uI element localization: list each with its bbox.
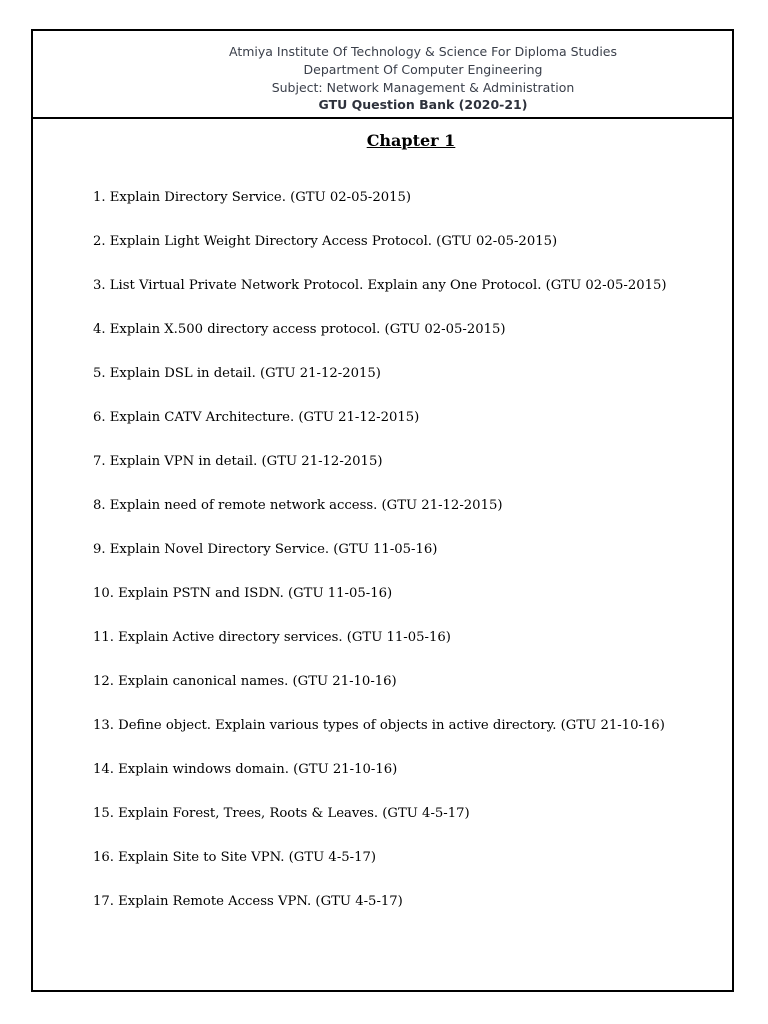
subject-name: Subject: Network Management & Administration bbox=[271, 80, 575, 95]
question-item: 6. Explain CATV Architecture. (GTU 21-12-2015) bbox=[93, 410, 420, 425]
question-item: 4. Explain X.500 directory access protocol. (GTU 02-05-2015) bbox=[93, 322, 506, 337]
question-item: 12. Explain canonical names. (GTU 21-10-16) bbox=[93, 674, 397, 689]
question-item: 1. Explain Directory Service. (GTU 02-05-2015) bbox=[93, 190, 412, 205]
question-list bbox=[93, 187, 723, 935]
chapter-title: Chapter 1 bbox=[366, 131, 456, 150]
question-item: 17. Explain Remote Access VPN. (GTU 4-5-17) bbox=[93, 894, 403, 909]
question-item: 16. Explain Site to Site VPN. (GTU 4-5-17) bbox=[93, 850, 377, 865]
question-item: 3. List Virtual Private Network Protocol. Explain any One Protocol. (GTU 02-05-2015) bbox=[93, 278, 667, 293]
department-name: Department Of Computer Engineering bbox=[303, 62, 543, 77]
institute-name: Atmiya Institute Of Technology & Science For Diploma Studies bbox=[229, 44, 617, 59]
document-header bbox=[33, 31, 732, 119]
question-item: 5. Explain DSL in detail. (GTU 21-12-2015) bbox=[93, 366, 381, 381]
question-item: 7. Explain VPN in detail. (GTU 21-12-2015) bbox=[93, 454, 383, 469]
question-item: 11. Explain Active directory services. (GTU 11-05-16) bbox=[93, 630, 451, 645]
question-item: 9. Explain Novel Directory Service. (GTU 11-05-16) bbox=[93, 542, 438, 557]
question-item: 2. Explain Light Weight Directory Access Protocol. (GTU 02-05-2015) bbox=[93, 234, 558, 249]
question-bank-title: GTU Question Bank (2020-21) bbox=[318, 97, 528, 112]
question-item: 15. Explain Forest, Trees, Roots & Leaves. (GTU 4-5-17) bbox=[93, 806, 470, 821]
question-item: 14. Explain windows domain. (GTU 21-10-16) bbox=[93, 762, 398, 777]
question-item: 10. Explain PSTN and ISDN. (GTU 11-05-16) bbox=[93, 586, 393, 601]
question-item: 8. Explain need of remote network access. (GTU 21-12-2015) bbox=[93, 498, 503, 513]
question-item: 13. Define object. Explain various types of objects in active directory. (GTU 21-10-16) bbox=[93, 718, 665, 733]
